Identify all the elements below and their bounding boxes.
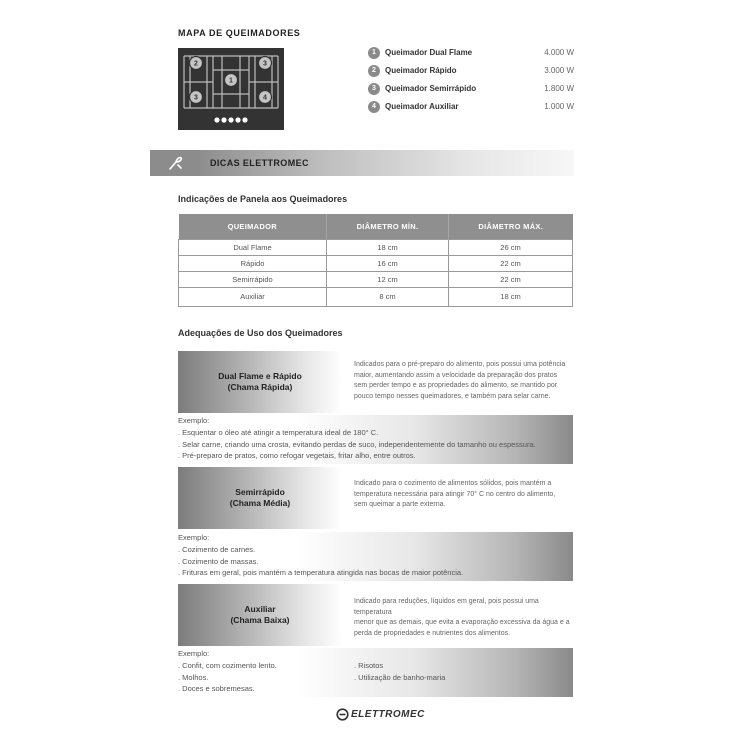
burner-number-badge: 1	[368, 47, 380, 59]
table-cell: 18 cm	[449, 287, 573, 306]
description-line: Indicado para o cozimento de alimentos sólidos, pois mantém a	[354, 480, 552, 487]
tips-title: DICAS ELETTROMEC	[210, 158, 309, 168]
burner-2-label: 2	[194, 60, 198, 68]
tips-icon-box	[150, 150, 200, 176]
table-cell: 16 cm	[327, 255, 449, 271]
table-cell: 26 cm	[449, 239, 573, 255]
burner-number-badge: 3	[368, 83, 380, 95]
examples-list-medium-flame	[178, 532, 463, 579]
elettromec-logo-icon	[336, 708, 349, 721]
brand-name: ELETTROMEC	[351, 709, 425, 720]
chef-whisk-icon	[167, 155, 183, 171]
table-cell: 22 cm	[449, 271, 573, 287]
usage-heading: Adequações de Uso dos Queimadores	[178, 328, 343, 338]
burner-3-label-top: 3	[263, 60, 267, 68]
description-line: sem perder tempo e as propriedades do alimento, se mantido por	[354, 382, 558, 389]
description-line: sem queimar a parte externa.	[354, 501, 446, 508]
burner-1-label: 1	[229, 77, 233, 85]
burner-row-semirrapido	[368, 83, 574, 97]
table-header: DIÂMETRO MÁX.	[449, 214, 573, 239]
table-cell: Rápido	[179, 255, 327, 271]
table-header: DIÂMETRO MÍN.	[327, 214, 449, 239]
example-item: . Molhos.	[178, 672, 209, 682]
usage-description-low-flame	[354, 597, 574, 639]
table-cell: 12 cm	[327, 271, 449, 287]
burner-name: Queimador Dual Flame	[385, 48, 473, 57]
burner-power: 4.000 W	[544, 48, 574, 57]
example-item: . Selar carne, criando uma crosta, evitando perdas de suco, independentemente do tamanho ou espessura.	[178, 439, 536, 449]
map-title: MAPA DE QUEIMADORES	[178, 28, 301, 38]
description-line: Indicado para reduções, líquidos em geral, pois possui uma temperatura	[354, 598, 539, 616]
burner-power: 1.800 W	[544, 84, 574, 93]
examples-label: Exemplo:	[178, 649, 210, 658]
description-line: perda de propriedades e nutrientes dos alimentos.	[354, 629, 511, 637]
example-item: . Esquentar o óleo até atingir a temperatura ideal de 180° C.	[178, 427, 379, 437]
cooktop-diagram	[178, 48, 284, 130]
burner-row-dual-flame	[368, 47, 574, 61]
description-line: menor que as demais, que evita a evaporação excessiva da água e a	[354, 619, 570, 626]
example-item: . Doces e sobremesas.	[178, 684, 255, 694]
example-item: . Cozimento de massas.	[178, 556, 259, 566]
table-cell: 18 cm	[327, 239, 449, 255]
description-line: maior, aumentando assim a velocidade da preparação dos pratos	[354, 371, 558, 379]
table-cell: 22 cm	[449, 255, 573, 271]
usage-box-low-flame: Auxiliar (Chama Baixa)	[178, 584, 342, 646]
usage-box-fast-flame: Dual Flame e Rápido (Chama Rápida)	[178, 351, 342, 413]
table-cell: Dual Flame	[179, 239, 327, 255]
table-header: QUEIMADOR	[179, 214, 327, 239]
example-item: . Confit, com cozimento lento.	[178, 660, 277, 670]
burner-row-auxiliar	[368, 101, 574, 115]
usage-description-fast-flame	[354, 360, 574, 402]
examples-label: Exemplo:	[178, 416, 210, 425]
burner-name: Queimador Auxiliar	[385, 102, 459, 111]
table-cell: Auxiliar	[179, 287, 327, 306]
examples-label: Exemplo:	[178, 533, 210, 542]
description-line: temperatura necessária para atingir 70° C no centro do alimento,	[354, 490, 556, 498]
pan-table-heading: Indicações de Panela aos Queimadores	[178, 194, 348, 204]
description-line: pouco tempo nesses queimadores, e também para selar carne.	[354, 392, 551, 400]
control-knobs	[214, 117, 247, 122]
table-row	[179, 271, 573, 287]
burner-4-label: 4	[263, 94, 267, 102]
description-line: Indicados para o pré-preparo do alimento, pois possui uma potência	[354, 361, 566, 368]
table-cell: 8 cm	[327, 287, 449, 306]
examples-list-low-flame-right	[354, 660, 445, 684]
examples-list-low-flame	[178, 648, 277, 695]
examples-list-fast-flame	[178, 415, 536, 462]
cooktop-grates	[178, 48, 284, 130]
pan-size-table	[178, 214, 573, 307]
usage-box-medium-flame: Semirrápido (Chama Média)	[178, 467, 342, 529]
example-item: . Frituras em geral, pois mantém a temperatura atingida nas bocas de maior potência.	[178, 568, 464, 578]
burner-3-label-bottom: 3	[194, 94, 198, 102]
burner-number-badge: 2	[368, 65, 380, 77]
usage-description-medium-flame	[354, 479, 574, 511]
example-item: . Cozimento de carnes.	[178, 544, 256, 554]
table-header-row	[179, 214, 573, 239]
burner-name: Queimador Semirrápido	[385, 84, 477, 93]
table-row	[179, 255, 573, 271]
example-item: . Utilização de banho-maria	[354, 672, 446, 682]
example-item: . Risotos	[354, 661, 384, 670]
table-row	[179, 239, 573, 255]
table-row	[179, 287, 573, 306]
table-cell: Semirrápido	[179, 271, 327, 287]
burner-power: 1.000 W	[544, 102, 574, 111]
burner-row-rapido	[368, 65, 574, 79]
example-item: . Pré-preparo de pratos, como refogar vegetais, fritar alho, entre outros.	[178, 451, 416, 461]
burner-name: Queimador Rápido	[385, 66, 457, 75]
burner-number-badge: 4	[368, 101, 380, 113]
burner-power: 3.000 W	[544, 66, 574, 75]
